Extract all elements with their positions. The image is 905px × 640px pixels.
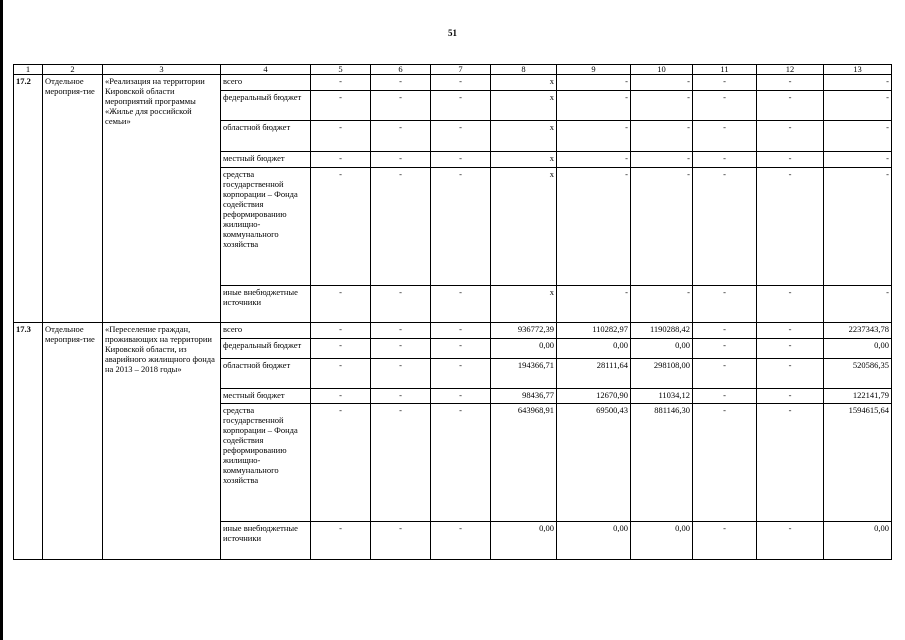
- value-cell: -: [431, 359, 491, 389]
- value-cell: -: [557, 152, 631, 168]
- budget-table: [13, 64, 892, 560]
- funding-source-label: всего: [221, 75, 311, 91]
- value-cell: -: [824, 152, 892, 168]
- value-cell: x: [491, 121, 557, 152]
- value-cell: -: [693, 359, 757, 389]
- table-row: [14, 323, 892, 339]
- value-cell: -: [631, 75, 693, 91]
- section-type: Отдельное мероприя-тие: [43, 323, 103, 560]
- value-cell: 11034,12: [631, 389, 693, 404]
- value-cell: -: [431, 389, 491, 404]
- value-cell: -: [757, 121, 824, 152]
- value-cell: 0,00: [491, 339, 557, 359]
- value-cell: -: [757, 389, 824, 404]
- value-cell: -: [311, 75, 371, 91]
- value-cell: -: [311, 404, 371, 522]
- value-cell: -: [824, 91, 892, 121]
- value-cell: -: [631, 152, 693, 168]
- funding-source-label: областной бюджет: [221, 359, 311, 389]
- value-cell: -: [824, 286, 892, 323]
- value-cell: 298108,00: [631, 359, 693, 389]
- value-cell: 1594615,64: [824, 404, 892, 522]
- value-cell: 881146,30: [631, 404, 693, 522]
- col-header: 7: [431, 65, 491, 75]
- value-cell: -: [431, 75, 491, 91]
- value-cell: -: [431, 286, 491, 323]
- value-cell: 0,00: [631, 522, 693, 560]
- value-cell: -: [693, 522, 757, 560]
- col-header: 3: [103, 65, 221, 75]
- value-cell: -: [371, 121, 431, 152]
- value-cell: -: [311, 359, 371, 389]
- value-cell: -: [824, 75, 892, 91]
- value-cell: 2237343,78: [824, 323, 892, 339]
- value-cell: -: [371, 323, 431, 339]
- value-cell: -: [557, 286, 631, 323]
- funding-source-label: средства государственной корпорации – Фонда содействия реформированию жилищно-коммунального хозяйства: [221, 404, 311, 522]
- funding-source-label: местный бюджет: [221, 152, 311, 168]
- value-cell: -: [757, 168, 824, 286]
- column-number-row: [14, 65, 892, 75]
- value-cell: -: [371, 522, 431, 560]
- value-cell: x: [491, 168, 557, 286]
- value-cell: -: [557, 121, 631, 152]
- col-header: 4: [221, 65, 311, 75]
- value-cell: -: [757, 522, 824, 560]
- table-row: [14, 75, 892, 91]
- value-cell: -: [431, 168, 491, 286]
- value-cell: -: [371, 286, 431, 323]
- value-cell: -: [757, 91, 824, 121]
- value-cell: -: [757, 286, 824, 323]
- value-cell: 1190288,42: [631, 323, 693, 339]
- value-cell: 0,00: [824, 522, 892, 560]
- value-cell: 643968,91: [491, 404, 557, 522]
- section-name: «Реализация на территории Кировской области мероприятий программы «Жилье для российской семьи»: [103, 75, 221, 323]
- value-cell: -: [757, 152, 824, 168]
- value-cell: -: [311, 522, 371, 560]
- value-cell: x: [491, 152, 557, 168]
- value-cell: -: [431, 522, 491, 560]
- value-cell: 12670,90: [557, 389, 631, 404]
- value-cell: -: [311, 286, 371, 323]
- value-cell: -: [371, 404, 431, 522]
- value-cell: -: [557, 91, 631, 121]
- value-cell: 69500,43: [557, 404, 631, 522]
- value-cell: -: [631, 121, 693, 152]
- value-cell: -: [693, 152, 757, 168]
- value-cell: -: [431, 339, 491, 359]
- value-cell: 122141,79: [824, 389, 892, 404]
- scan-edge-bar: [0, 0, 3, 640]
- value-cell: -: [693, 389, 757, 404]
- value-cell: -: [757, 323, 824, 339]
- value-cell: -: [693, 404, 757, 522]
- value-cell: -: [824, 168, 892, 286]
- value-cell: -: [311, 323, 371, 339]
- value-cell: -: [693, 75, 757, 91]
- value-cell: -: [824, 121, 892, 152]
- value-cell: -: [693, 91, 757, 121]
- value-cell: -: [311, 121, 371, 152]
- value-cell: -: [371, 339, 431, 359]
- value-cell: -: [631, 286, 693, 323]
- value-cell: -: [431, 152, 491, 168]
- funding-source-label: областной бюджет: [221, 121, 311, 152]
- value-cell: -: [557, 168, 631, 286]
- value-cell: -: [757, 359, 824, 389]
- value-cell: x: [491, 286, 557, 323]
- value-cell: 194366,71: [491, 359, 557, 389]
- value-cell: 28111,64: [557, 359, 631, 389]
- value-cell: -: [431, 404, 491, 522]
- value-cell: -: [757, 339, 824, 359]
- section-number: 17.3: [14, 323, 43, 560]
- col-header: 13: [824, 65, 892, 75]
- value-cell: 0,00: [557, 522, 631, 560]
- value-cell: -: [371, 359, 431, 389]
- col-header: 8: [491, 65, 557, 75]
- section-name: «Переселение граждан, проживающих на территории Кировской области, из аварийного жилищного фонда на 2013 – 2018 годы»: [103, 323, 221, 560]
- value-cell: 98436,77: [491, 389, 557, 404]
- col-header: 11: [693, 65, 757, 75]
- value-cell: -: [311, 389, 371, 404]
- funding-source-label: местный бюджет: [221, 389, 311, 404]
- value-cell: 0,00: [491, 522, 557, 560]
- col-header: 6: [371, 65, 431, 75]
- col-header: 9: [557, 65, 631, 75]
- value-cell: 110282,97: [557, 323, 631, 339]
- value-cell: 0,00: [557, 339, 631, 359]
- value-cell: -: [311, 168, 371, 286]
- funding-source-label: средства государственной корпорации – Фонда содействия реформированию жилищно-коммунального хозяйства: [221, 168, 311, 286]
- section-type: Отдельное мероприя-тие: [43, 75, 103, 323]
- value-cell: -: [693, 339, 757, 359]
- value-cell: -: [757, 75, 824, 91]
- value-cell: -: [371, 91, 431, 121]
- col-header: 12: [757, 65, 824, 75]
- value-cell: -: [371, 168, 431, 286]
- value-cell: -: [371, 389, 431, 404]
- table-body: [14, 75, 892, 560]
- funding-source-label: иные внебюджетные источники: [221, 286, 311, 323]
- value-cell: x: [491, 75, 557, 91]
- col-header: 1: [14, 65, 43, 75]
- col-header: 5: [311, 65, 371, 75]
- value-cell: 936772,39: [491, 323, 557, 339]
- value-cell: -: [371, 152, 431, 168]
- value-cell: 520586,35: [824, 359, 892, 389]
- value-cell: -: [557, 75, 631, 91]
- value-cell: -: [693, 286, 757, 323]
- col-header: 2: [43, 65, 103, 75]
- page-number: 51: [448, 28, 457, 38]
- value-cell: -: [693, 121, 757, 152]
- value-cell: -: [311, 91, 371, 121]
- value-cell: -: [431, 121, 491, 152]
- value-cell: -: [431, 323, 491, 339]
- value-cell: 0,00: [824, 339, 892, 359]
- value-cell: -: [371, 75, 431, 91]
- funding-source-label: всего: [221, 323, 311, 339]
- value-cell: -: [311, 152, 371, 168]
- value-cell: -: [757, 404, 824, 522]
- value-cell: x: [491, 91, 557, 121]
- section-number: 17.2: [14, 75, 43, 323]
- funding-source-label: федеральный бюджет: [221, 91, 311, 121]
- value-cell: -: [631, 168, 693, 286]
- col-header: 10: [631, 65, 693, 75]
- value-cell: -: [693, 323, 757, 339]
- value-cell: 0,00: [631, 339, 693, 359]
- value-cell: -: [311, 339, 371, 359]
- funding-source-label: федеральный бюджет: [221, 339, 311, 359]
- value-cell: -: [693, 168, 757, 286]
- funding-source-label: иные внебюджетные источники: [221, 522, 311, 560]
- value-cell: -: [431, 91, 491, 121]
- value-cell: -: [631, 91, 693, 121]
